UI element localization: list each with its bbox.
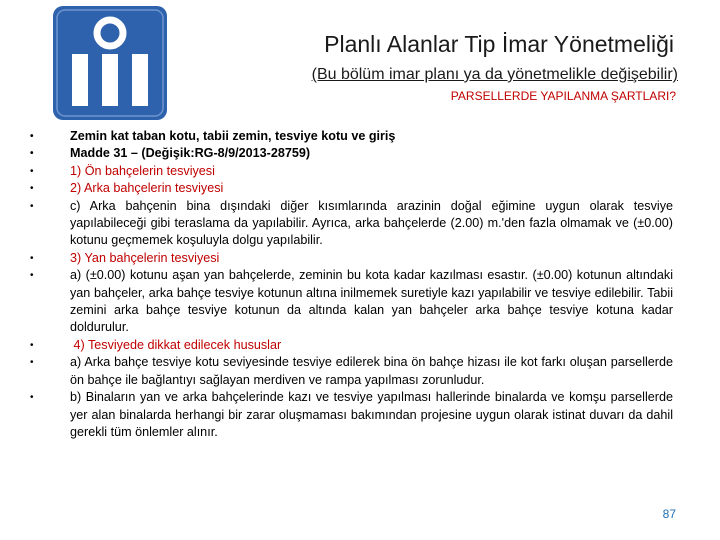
item-text: c) Arka bahçenin bina dışındaki diğer kısımlarında arazinin doğal eğimine uygun olarak tesviye yapılabileceği gibi teraslama da yapılabilir. Ayrıca, arka bahçelerde (2.00) m.'den fazla olmamak ve (±0.00) kotunu geçmemek koşuluyla dolgu yapılabilir. — [70, 198, 673, 248]
institution-logo — [53, 6, 167, 120]
list-item — [30, 250, 673, 267]
content-list — [30, 128, 673, 441]
list-item — [30, 128, 673, 145]
item-text: a) (±0.00) kotunu aşan yan bahçelerde, zeminin bu kota kadar kazılması esastır. (±0.00) kotunun altındaki yan bahçeler, arka bahçe tesviye kotunun altına inilmemek suretiyle kazı yapılabilir ve tesviye edilebilir. Tabii zemini arka bahçe tesviye kotunun da altında kalan yan bahçeler arka bahçe tesviye kotuna kadar doldurulur. — [70, 268, 673, 335]
item-text: b) Binaların yan ve arka bahçelerinde kazı ve tesviye yapılması hallerinde binalarda ve komşu parsellerde yer alan binalarda herhangi bir zarar oluşmaması bakımından projesine uygun olarak istinat duvarı da dahil gerekli tüm önlemler alınır. — [70, 390, 673, 439]
list-item — [30, 337, 673, 354]
item-text: 3) Yan bahçelerin tesviyesi — [70, 250, 220, 265]
bullet-icon: • — [30, 183, 34, 195]
logo-mark-icon — [53, 6, 167, 120]
section-heading: PARSELLERDE YAPILANMA ŞARTLARI? — [450, 89, 676, 103]
page-number: 87 — [662, 507, 676, 521]
bullet-icon: • — [30, 392, 34, 404]
bullet-icon: • — [30, 148, 34, 160]
bullet-icon: • — [30, 339, 34, 351]
bullet-icon: • — [30, 252, 34, 264]
item-text: a) Arka bahçe tesviye kotu seviyesinde tesviye edilerek bina ön bahçe hizası ile kot farkı oluşan parsellerde ön bahçe ile bağlantıyı sağlayan merdiven ve rampa yapılması zorunludur. — [70, 355, 673, 387]
page-title: Planlı Alanlar Tip İmar Yönetmeliği — [324, 31, 674, 57]
list-item — [30, 145, 673, 162]
list-item — [30, 267, 673, 337]
list-item — [30, 198, 673, 250]
item-text: 4) Tesviyede dikkat edilecek hususlar — [70, 337, 282, 352]
item-text: 1) Ön bahçelerin tesviyesi — [70, 163, 215, 178]
item-text: Madde 31 – (Değişik:RG-8/9/2013-28759) — [70, 146, 311, 161]
list-item — [30, 354, 673, 389]
list-item — [30, 163, 673, 180]
list-item — [30, 389, 673, 441]
bullet-icon: • — [30, 270, 34, 282]
item-text: Zemin kat taban kotu, tabii zemin, tesviye kotu ve giriş — [70, 129, 396, 143]
page-subtitle: (Bu bölüm imar planı ya da yönetmelikle değişebilir) — [311, 66, 678, 83]
bullet-icon: • — [30, 165, 34, 177]
list-item — [30, 180, 673, 197]
bullet-icon: • — [30, 200, 34, 212]
item-text: 2) Arka bahçelerin tesviyesi — [70, 181, 224, 196]
bullet-icon: • — [30, 357, 34, 369]
bullet-icon: • — [30, 131, 34, 142]
